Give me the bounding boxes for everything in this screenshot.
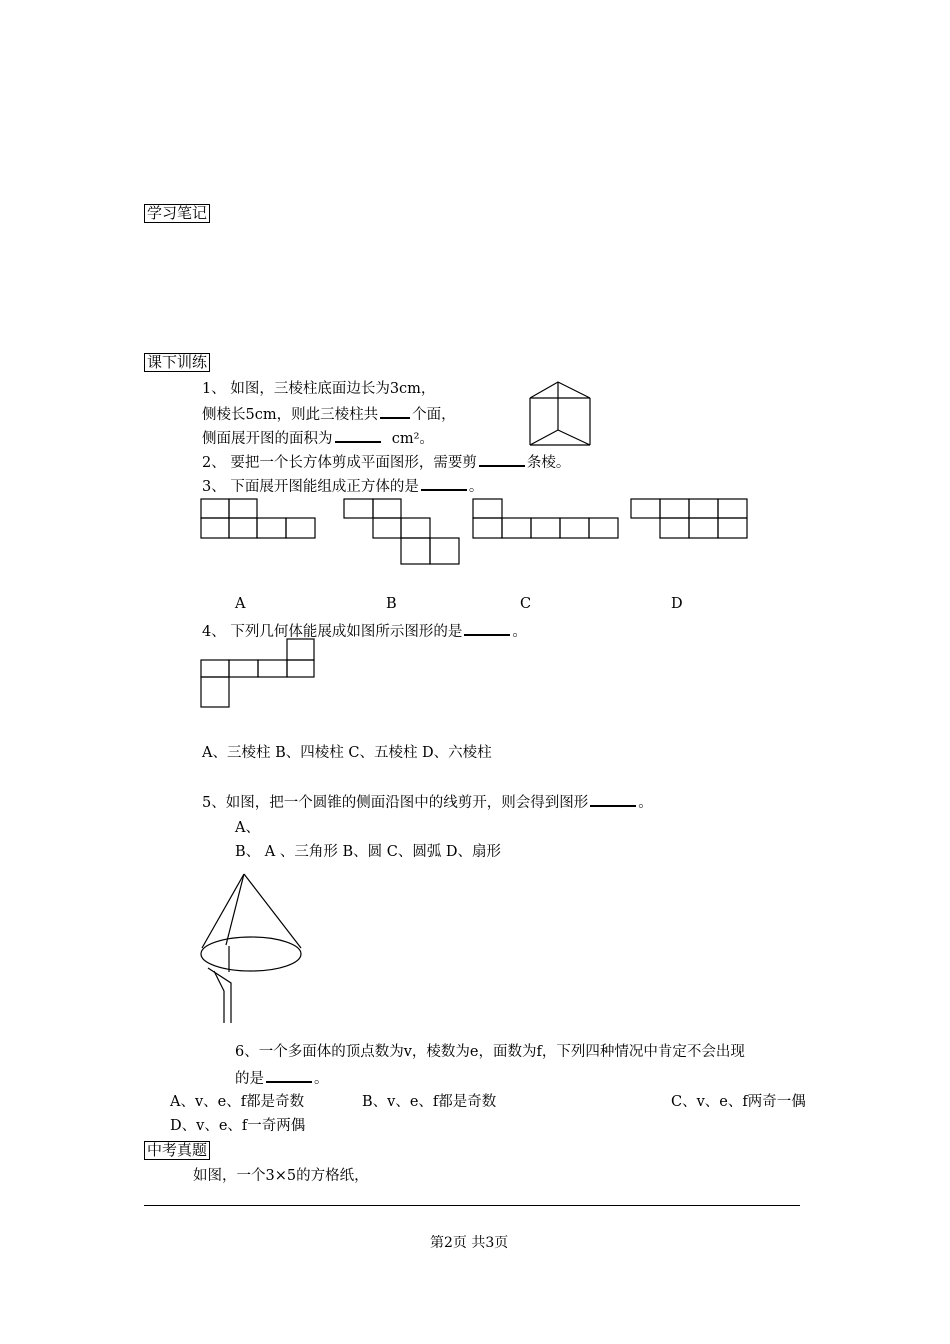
net-d-square (689, 499, 718, 518)
q4-net-square (229, 660, 258, 677)
section-notes-title: 学习笔记 (144, 204, 210, 223)
q2-stem: 2、 要把一个长方体剪成平面图形，需要剪 (202, 455, 477, 471)
q5-options: B、 A 、三角形 B、圆 C、圆弧 D、扇形 (235, 844, 502, 860)
net-c-figure (472, 498, 622, 542)
net-label-c: C (520, 596, 532, 612)
q6-option-b: B、v、e、f都是奇数 (362, 1094, 497, 1110)
cone-left-edge (202, 874, 244, 948)
section-exam-title: 中考真题 (144, 1141, 210, 1160)
net-d-square (718, 518, 747, 538)
q6-option-a: A、v、e、f都是奇数 (170, 1094, 305, 1110)
net-a-square (201, 518, 229, 538)
q6-stem-end: 的是 (235, 1071, 264, 1087)
q4-net-square (201, 677, 229, 707)
q5-line2: A、 (235, 820, 260, 836)
net-c-square (589, 518, 618, 538)
q4-stem: 4、 下列几何体能展成如图所示图形的是 (202, 624, 463, 640)
prism-figure (528, 380, 594, 448)
net-a-square (257, 518, 286, 538)
net-b-square (430, 538, 459, 564)
q4-blank (464, 622, 510, 636)
q1-blank-faces (380, 405, 410, 419)
q4-net-square (287, 639, 314, 660)
net-c-square (502, 518, 531, 538)
cone-cut-line (226, 874, 244, 945)
net-d-square (689, 518, 718, 538)
q4-net-square (287, 660, 314, 677)
q1-line2-end: 个面， (412, 407, 456, 423)
net-label-d: D (671, 596, 683, 612)
cone-pointer-line-2 (214, 971, 224, 1023)
exam-question: 如图，一个3×5的方格纸， (193, 1168, 369, 1184)
cone-figure (196, 870, 308, 1030)
net-c-square (473, 518, 502, 538)
net-label-a: A (235, 596, 246, 612)
q2-text (202, 453, 570, 472)
net-a-square (229, 499, 257, 518)
q6-end: 。 (314, 1071, 329, 1087)
net-d-square (660, 499, 689, 518)
q2-blank (479, 453, 525, 467)
net-a-square (229, 518, 257, 538)
q4-options: A、三棱柱 B、四棱柱 C、五棱柱 D、六棱柱 (202, 745, 492, 761)
q5-end: 。 (638, 795, 653, 811)
net-d-square (631, 499, 660, 518)
net-a-square (201, 499, 229, 518)
q4-net-figure (200, 638, 320, 712)
q3-end: 。 (468, 479, 484, 495)
net-d-square (718, 499, 747, 518)
net-d-figure (630, 498, 750, 542)
page-footer: 第2页 共3页 (430, 1235, 509, 1251)
q4-end: 。 (512, 624, 527, 640)
net-b-square (401, 518, 430, 538)
net-b-square (344, 499, 373, 518)
net-c-square (473, 499, 502, 518)
q2-end: 条棱。 (526, 455, 571, 471)
net-b-figure (343, 498, 463, 568)
q4-net-square (201, 660, 229, 677)
q6-option-d: D、v、e、f一奇两偶 (170, 1118, 306, 1134)
q4-net-square (258, 660, 287, 677)
q1-line3 (202, 429, 434, 448)
net-b-square (373, 499, 401, 518)
prism-bottom-hidden (530, 430, 590, 445)
q3-text (202, 477, 483, 496)
net-b-square (373, 518, 401, 538)
q1-line2-text: 侧棱长5cm，则此三棱柱共 (202, 407, 379, 423)
cone-pointer-line (208, 968, 231, 1023)
net-c-square (531, 518, 560, 538)
q6-line2 (235, 1069, 329, 1088)
q6-option-c: C、v、e、f两奇一偶 (671, 1094, 806, 1110)
q1-line2 (202, 405, 456, 424)
footer-rule (144, 1205, 800, 1206)
q1-line1: 1、 如图，三棱柱底面边长为3cm， (202, 381, 436, 397)
q5-blank (590, 793, 636, 807)
q1-line3-text: 侧面展开图的面积为 (202, 431, 333, 447)
net-label-b: B (386, 596, 397, 612)
q5-stem: 5、如图，把一个圆锥的侧面沿图中的线剪开，则会得到图形 (202, 795, 589, 811)
q6-blank (266, 1069, 312, 1083)
q3-stem: 3、 下面展开图能组成正方体的是 (202, 479, 419, 495)
net-c-square (560, 518, 589, 538)
net-b-square (401, 538, 430, 564)
q5-text (202, 793, 653, 812)
cone-base (201, 937, 301, 971)
q1-blank-area (335, 429, 381, 443)
q3-blank (421, 477, 467, 491)
q6-line1: 6、一个多面体的顶点数为v，棱数为e，面数为f，下列四种情况中肯定不会出现 (235, 1044, 745, 1060)
q1-line3-unit: cm²。 (391, 431, 434, 447)
prism-top-edge (530, 382, 590, 398)
net-a-square (286, 518, 315, 538)
net-a-figure (200, 498, 318, 542)
net-d-square (660, 518, 689, 538)
section-practice-title: 课下训练 (144, 353, 210, 372)
